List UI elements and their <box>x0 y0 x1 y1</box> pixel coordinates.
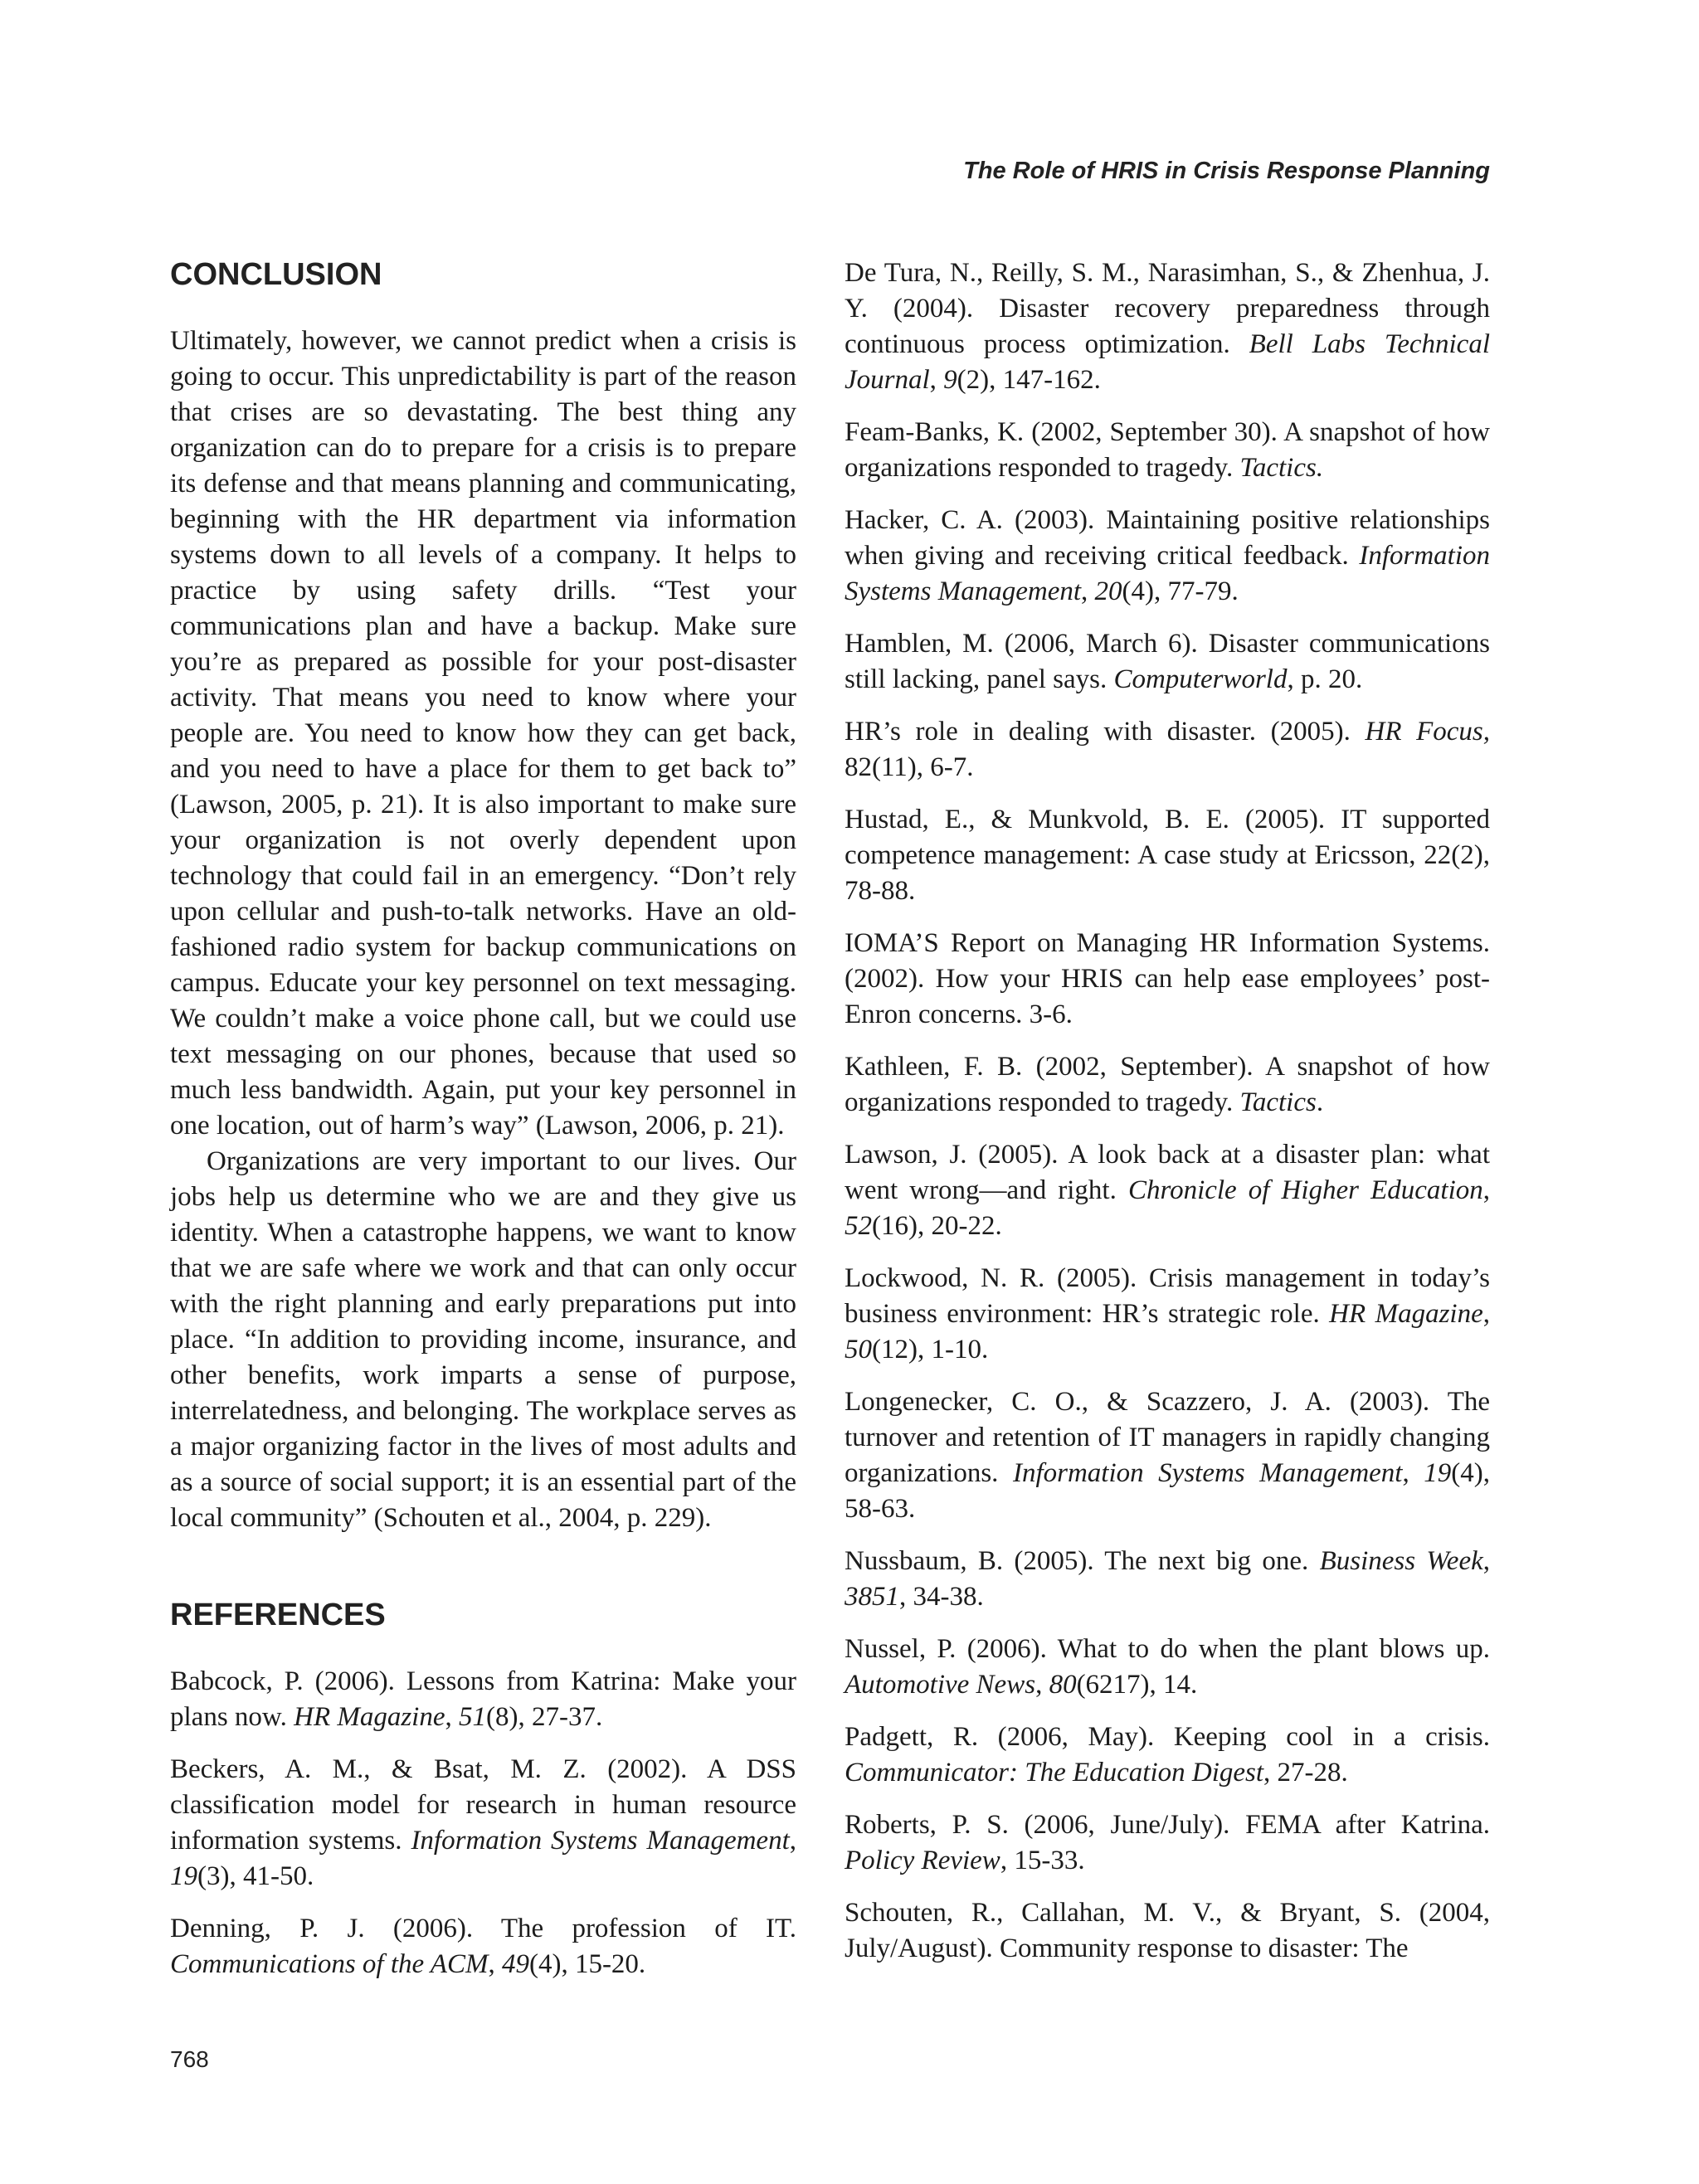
running-header: The Role of HRIS in Crisis Response Planning <box>963 158 1490 184</box>
reference-entry: Hamblen, M. (2006, March 6). Disaster communications still lacking, panel says. Computerworld, p. 20. <box>845 629 1490 694</box>
reference-entry: Hustad, E., & Munkvold, B. E. (2005). IT supported competence management: A case study at Ericsson, 22(2), 78-88. <box>845 805 1490 906</box>
references-heading: REFERENCES <box>170 1598 386 1632</box>
reference-entry: Longenecker, C. O., & Scazzero, J. A. (2003). The turnover and retention of IT managers in rapidly changing organizations. Information Systems Management, 19(4), 58-63. <box>845 1387 1491 1524</box>
reference-entry: De Tura, N., Reilly, S. M., Narasimhan, S., & Zhenhua, J. Y. (2004). Disaster recovery preparedness through continuous process optimization. Bell Labs Technical Journal, 9(2), 147-162. <box>845 258 1490 395</box>
reference-entry: Kathleen, F. B. (2002, September). A snapshot of how organizations responded to tragedy. Tactics. <box>845 1052 1490 1117</box>
conclusion-heading: CONCLUSION <box>170 257 382 292</box>
reference-entry: Beckers, A. M., & Bsat, M. Z. (2002). A DSS classification model for research in human resource information systems. Information Systems Management, 19(3), 41-50. <box>170 1754 796 1891</box>
reference-entry: Lawson, J. (2005). A look back at a disaster plan: what went wrong—and right. Chronicle of Higher Education, 52(16), 20-22. <box>845 1140 1490 1241</box>
reference-entry: Lockwood, N. R. (2005). Crisis management in today’s business environment: HR’s strategic role. HR Magazine, 50(12), 1-10. <box>845 1263 1490 1364</box>
reference-entry: Nussbaum, B. (2005). The next big one. Business Week, 3851, 34-38. <box>845 1546 1490 1612</box>
reference-entry: Feam-Banks, K. (2002, September 30). A snapshot of how organizations responded to tragedy. Tactics. <box>845 417 1490 483</box>
left-column <box>170 255 796 1999</box>
references-left-list <box>170 1664 796 1982</box>
reference-entry: IOMA’S Report on Managing HR Information Systems. (2002). How your HRIS can help ease employees’ post-Enron concerns. 3-6. <box>845 928 1490 1029</box>
reference-entry: Babcock, P. (2006). Lessons from Katrina: Make your plans now. HR Magazine, 51(8), 27-37. <box>170 1666 796 1732</box>
page-number: 768 <box>170 2046 209 2072</box>
reference-entry: Nussel, P. (2006). What to do when the plant blows up. Automotive News, 80(6217), 14. <box>845 1634 1490 1700</box>
right-column <box>845 255 1490 1983</box>
conclusion-paragraph-1: Ultimately, however, we cannot predict when a crisis is going to occur. This unpredictability is part of the reason that crises are so devastating. The best thing any organization can do to prepare for a crisis is to prepare its defense and that means planning and communicating, beginning with the HR department via information systems down to all levels of a company. It helps to practice by using safety drills. “Test your communications plan and have a backup. Make sure you’re as prepared as possible for your post-disaster activity. That means you need to know where your people are. You need to know how they can get back, and you need to have a place for them to get back to” (Lawson, 2005, p. 21). It is also important to make sure your organization is not overly dependent upon technology that could fail in an emergency. “Don’t rely upon cellular and push-to-talk networks. Have an old-fashioned radio system for backup communications on campus. Educate your key personnel on text messaging. We couldn’t make a voice phone call, but we could use text messaging on our phones, because that used so much less bandwidth. Again, put your key personnel in one location, out of harm’s way” (Lawson, 2006, p. 21). <box>170 326 796 1141</box>
reference-entry: Denning, P. J. (2006). The profession of IT. Communications of the ACM, 49(4), 15-20. <box>170 1914 796 1979</box>
conclusion-paragraph-2: Organizations are very important to our lives. Our jobs help us determine who we are and they give us identity. When a catastrophe happens, we want to know that we are safe where we work and that can only occur with the right planning and early preparations put into place. “In addition to providing income, insurance, and other benefits, work imparts a sense of purpose, interrelatedness, and belonging. The workplace serves as a major organizing factor in the lives of most adults and as a source of social support; it is an essential part of the local community” (Schouten et al., 2004, p. 229). <box>170 1146 796 1533</box>
reference-entry: Hacker, C. A. (2003). Maintaining positive relationships when giving and receiving critical feedback. Information Systems Management, 20(4), 77-79. <box>845 505 1490 606</box>
reference-entry: Roberts, P. S. (2006, June/July). FEMA after Katrina. Policy Review, 15-33. <box>845 1810 1490 1875</box>
references-right-list <box>845 255 1490 1967</box>
reference-entry: Schouten, R., Callahan, M. V., & Bryant, S. (2004, July/August). Community response to disaster: The <box>845 1898 1490 1963</box>
reference-entry: Padgett, R. (2006, May). Keeping cool in a crisis. Communicator: The Education Digest, 27-28. <box>845 1722 1490 1788</box>
reference-entry: HR’s role in dealing with disaster. (2005). HR Focus, 82(11), 6-7. <box>845 717 1490 782</box>
